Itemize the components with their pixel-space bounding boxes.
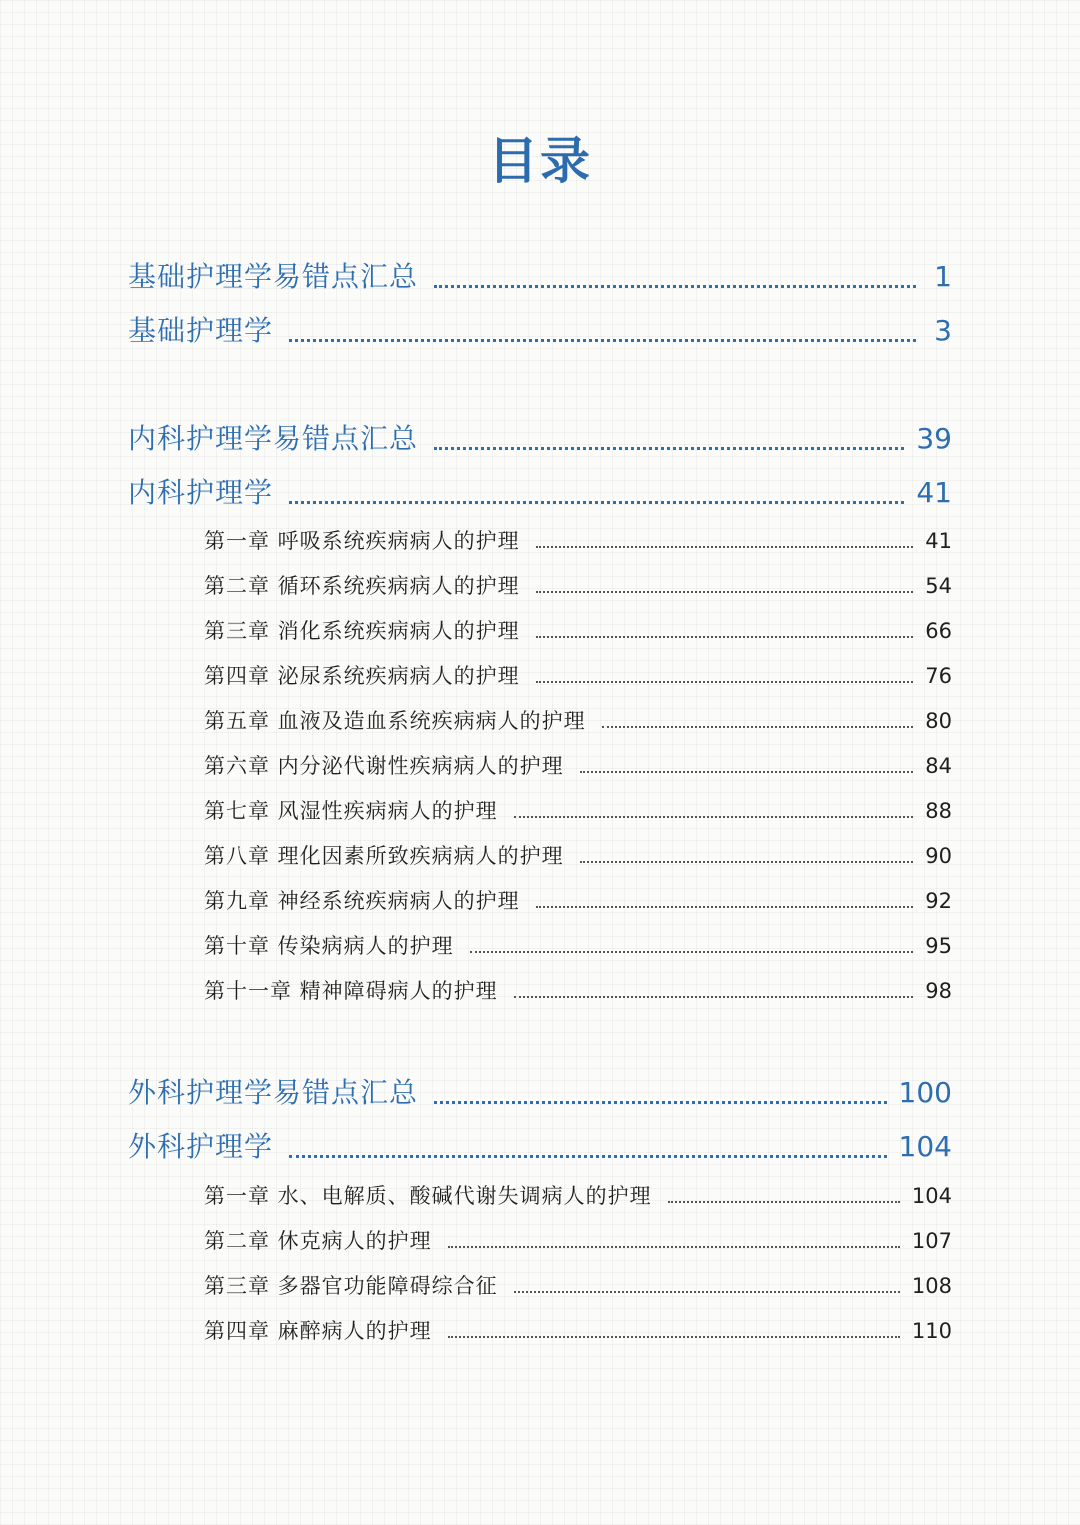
toc-chapter-entry[interactable]: [204, 1310, 952, 1344]
dot-leader: [289, 339, 916, 342]
dot-leader: [536, 681, 914, 683]
chapter-label: 第一章 水、电解质、酸碱代谢失调病人的护理: [204, 1183, 652, 1208]
chapter-page: 108: [911, 1273, 952, 1298]
toc-entry-major[interactable]: [128, 416, 952, 456]
toc-entry-major[interactable]: [128, 470, 952, 510]
dot-leader: [514, 816, 914, 818]
toc-chapter-entry[interactable]: [204, 655, 952, 689]
toc-entry-page: 100: [898, 1076, 952, 1110]
dot-leader: [434, 447, 904, 450]
toc-chapter-entry[interactable]: [204, 790, 952, 824]
dot-leader: [536, 546, 914, 548]
dot-leader: [536, 906, 914, 908]
toc-chapter-entry[interactable]: [204, 970, 952, 1004]
chapter-page: 76: [925, 663, 952, 688]
dot-leader: [536, 591, 914, 593]
chapter-page: 80: [925, 708, 952, 733]
chapter-page: 110: [911, 1318, 952, 1343]
dot-leader: [514, 996, 914, 998]
chapter-label: 第二章 循环系统疾病病人的护理: [204, 573, 520, 598]
toc-chapter-entry[interactable]: [204, 880, 952, 914]
chapter-label: 第八章 理化因素所致疾病病人的护理: [204, 843, 564, 868]
toc-chapter-entry[interactable]: [204, 1265, 952, 1299]
toc-entry-label: 内科护理学易错点汇总: [128, 422, 419, 456]
toc-entry-major[interactable]: [128, 254, 952, 294]
toc-chapter-entry[interactable]: [204, 925, 952, 959]
toc-chapter-entry[interactable]: [204, 565, 952, 599]
dot-leader: [580, 861, 914, 863]
chapter-label: 第十章 传染病病人的护理: [204, 933, 454, 958]
toc-chapter-entry[interactable]: [204, 1175, 952, 1209]
chapter-page: 90: [925, 843, 952, 868]
dot-leader: [434, 1101, 887, 1104]
toc-entry-label: 外科护理学易错点汇总: [128, 1076, 419, 1110]
chapter-label: 第九章 神经系统疾病病人的护理: [204, 888, 520, 913]
chapter-label: 第四章 麻醉病人的护理: [204, 1318, 432, 1343]
dot-leader: [580, 771, 914, 773]
chapter-page: 104: [911, 1183, 952, 1208]
chapter-page: 66: [925, 618, 952, 643]
chapter-page: 92: [925, 888, 952, 913]
toc-entry-major[interactable]: [128, 308, 952, 348]
chapter-label: 第十一章 精神障碍病人的护理: [204, 978, 498, 1003]
toc-entry-label: 基础护理学: [128, 314, 274, 348]
chapter-label: 第二章 休克病人的护理: [204, 1228, 432, 1253]
dot-leader: [514, 1291, 900, 1293]
chapter-label: 第六章 内分泌代谢性疾病病人的护理: [204, 753, 564, 778]
dot-leader: [536, 636, 914, 638]
chapter-page: 54: [925, 573, 952, 598]
chapter-page: 107: [911, 1228, 952, 1253]
toc-entry-page: 39: [916, 422, 952, 456]
dot-leader: [470, 951, 914, 953]
toc-chapter-entry[interactable]: [204, 610, 952, 644]
toc-entry-major[interactable]: [128, 1070, 952, 1110]
chapter-label: 第三章 多器官功能障碍综合征: [204, 1273, 498, 1298]
chapter-page: 84: [925, 753, 952, 778]
toc-chapter-entry[interactable]: [204, 1220, 952, 1254]
toc-entry-label: 内科护理学: [128, 476, 274, 510]
chapter-label: 第七章 风湿性疾病病人的护理: [204, 798, 498, 823]
chapter-page: 95: [925, 933, 952, 958]
chapter-label: 第四章 泌尿系统疾病病人的护理: [204, 663, 520, 688]
toc-entry-page: 1: [934, 260, 952, 294]
toc-entry-page: 3: [934, 314, 952, 348]
page-title: 目录: [488, 132, 592, 190]
dot-leader: [448, 1336, 900, 1338]
dot-leader: [602, 726, 914, 728]
dot-leader: [289, 501, 904, 504]
dot-leader: [668, 1201, 900, 1203]
dot-leader: [289, 1155, 887, 1158]
toc-chapter-entry[interactable]: [204, 520, 952, 554]
chapter-label: 第三章 消化系统疾病病人的护理: [204, 618, 520, 643]
toc-chapter-entry[interactable]: [204, 700, 952, 734]
toc-chapter-entry[interactable]: [204, 745, 952, 779]
toc-entry-major[interactable]: [128, 1124, 952, 1164]
toc-chapter-entry[interactable]: [204, 835, 952, 869]
chapter-page: 41: [925, 528, 952, 553]
toc-entry-page: 104: [898, 1130, 952, 1164]
chapter-label: 第五章 血液及造血系统疾病病人的护理: [204, 708, 586, 733]
chapter-label: 第一章 呼吸系统疾病病人的护理: [204, 528, 520, 553]
chapter-page: 88: [925, 798, 952, 823]
dot-leader: [448, 1246, 900, 1248]
toc-entry-label: 基础护理学易错点汇总: [128, 260, 419, 294]
dot-leader: [434, 285, 916, 288]
toc-entry-label: 外科护理学: [128, 1130, 274, 1164]
toc-entry-page: 41: [916, 476, 952, 510]
chapter-page: 98: [925, 978, 952, 1003]
